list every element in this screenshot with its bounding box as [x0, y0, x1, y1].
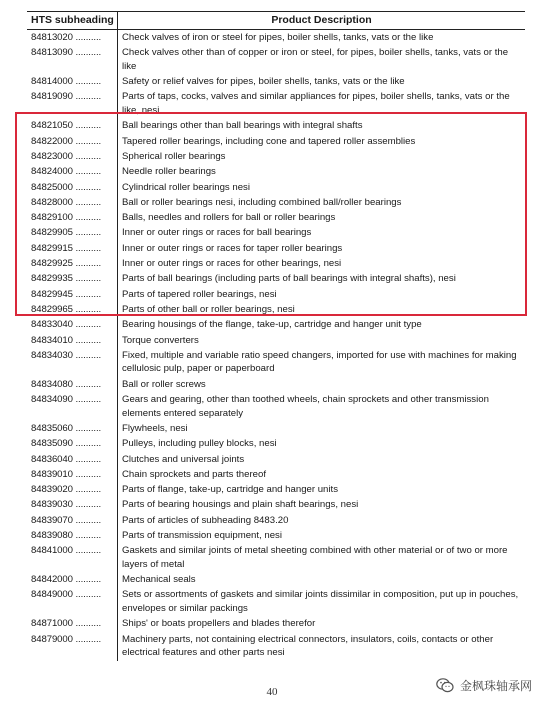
hts-code: 84829915 .......... — [27, 241, 118, 256]
table-row — [27, 134, 525, 149]
hts-code: 84833040 .......... — [27, 317, 118, 332]
product-description: Spherical roller bearings — [122, 150, 226, 162]
hts-code: 84849000 .......... — [27, 587, 118, 616]
hts-code: 84814000 .......... — [27, 74, 118, 89]
product-description: Bearing housings of the flange, take-up, cartridge and hanger unit type — [122, 319, 422, 331]
hts-code: 84839070 .......... — [27, 513, 118, 528]
table-row — [27, 225, 525, 240]
hts-code: 84829945 .......... — [27, 287, 118, 302]
table-row — [27, 89, 525, 118]
table-row — [27, 572, 525, 587]
hts-code: 84829100 .......... — [27, 210, 118, 225]
table-row — [27, 452, 525, 467]
hts-code: 84829935 .......... — [27, 271, 118, 286]
product-description: Ball or roller screws — [122, 378, 206, 390]
table-row — [27, 256, 525, 271]
hts-code: 84834080 .......... — [27, 377, 118, 392]
hts-code: 84841000 .......... — [27, 543, 118, 572]
table-row — [27, 195, 525, 210]
hts-code: 84824000 .......... — [27, 164, 118, 179]
table-row — [27, 118, 525, 133]
hts-code: 84879000 .......... — [27, 632, 118, 661]
product-description: Fixed, multiple and variable ratio speed changers, imported for use with machines for making cellulosic pulp, paper or paperboard — [122, 349, 517, 375]
product-description: Ball bearings other than ball bearings with integral shafts — [122, 120, 363, 132]
product-description: Safety or relief valves for pipes, boiler shells, tanks, vats or the like — [122, 76, 405, 88]
hts-code: 84839020 .......... — [27, 482, 118, 497]
product-description: Sets or assortments of gaskets and similar joints dissimilar in composition, put up in pouches, envelopes or similar packings — [122, 589, 519, 615]
table-row — [27, 377, 525, 392]
table-row — [27, 513, 525, 528]
hts-code: 84835060 .......... — [27, 421, 118, 436]
table-row — [27, 436, 525, 451]
product-description: Pulleys, including pulley blocks, nesi — [122, 438, 277, 450]
product-description: Check valves of iron or steel for pipes, boiler shells, tanks, vats or the like — [122, 32, 434, 43]
product-description: Balls, needles and rollers for ball or roller bearings — [122, 212, 336, 224]
table-row — [27, 317, 525, 332]
table-row — [27, 587, 525, 616]
hts-code: 84821050 .......... — [27, 118, 118, 133]
hts-code: 84829925 .......... — [27, 256, 118, 271]
product-description: Inner or outer rings or races for other bearings, nesi — [122, 258, 342, 270]
header-hts-subheading: HTS subheading — [27, 12, 118, 29]
table-row — [27, 467, 525, 482]
product-description: Ball or roller bearings nesi, including combined ball/roller bearings — [122, 196, 402, 208]
table-row — [27, 271, 525, 286]
product-description: Inner or outer rings or races for taper roller bearings — [122, 242, 343, 254]
table-row — [27, 74, 525, 89]
product-description: Parts of transmission equipment, nesi — [122, 529, 282, 541]
product-description: Clutches and universal joints — [122, 453, 245, 465]
product-description: Gaskets and similar joints of metal sheeting combined with other material or of two or more layers of metal — [122, 545, 508, 570]
product-description: Inner or outer rings or races for ball bearings — [122, 227, 312, 239]
product-description: Chain sprockets and parts thereof — [122, 468, 266, 480]
watermark — [436, 677, 532, 694]
table-row — [27, 543, 525, 572]
product-description: Torque converters — [122, 334, 199, 346]
watermark-text: 金枫珠轴承网 — [459, 679, 532, 693]
header-product-description: Product Description — [271, 14, 372, 26]
hts-code: 84835090 .......... — [27, 436, 118, 451]
wechat-icon — [436, 678, 454, 693]
hts-code: 84825000 .......... — [27, 180, 118, 195]
table-header — [27, 11, 525, 30]
table-row — [27, 164, 525, 179]
table-row — [27, 241, 525, 256]
hts-code: 84839080 .......... — [27, 528, 118, 543]
hts-table — [27, 11, 525, 661]
table-row — [27, 497, 525, 512]
product-description: Ships' or boats propellers and blades therefor — [122, 618, 316, 630]
product-description: Parts of flange, take-up, cartridge and hanger units — [122, 484, 338, 496]
table-row — [27, 30, 525, 45]
table-row — [27, 210, 525, 225]
table-row — [27, 287, 525, 302]
hts-code: 84819090 .......... — [27, 89, 118, 118]
product-description: Needle roller bearings — [122, 166, 216, 178]
table-row — [27, 482, 525, 497]
product-description: Gears and gearing, other than toothed wheels, chain sprockets and other transmission elements entered separately — [122, 394, 489, 419]
hts-code: 84834030 .......... — [27, 348, 118, 377]
product-description: Machinery parts, not containing electrical connectors, insulators, coils, contacts or other electrical features and other parts nesi — [122, 633, 494, 659]
product-description: Parts of taps, cocks, valves and similar appliances for pipes, boiler shells, tanks, vats or the like, nesi — [122, 91, 510, 117]
hts-code: 84813090 .......... — [27, 45, 118, 74]
table-row — [27, 45, 525, 74]
hts-code: 84822000 .......... — [27, 134, 118, 149]
table-body — [27, 30, 525, 661]
product-description: Mechanical seals — [122, 574, 196, 586]
hts-code: 84828000 .......... — [27, 195, 118, 210]
table-row — [27, 421, 525, 436]
hts-code: 84836040 .......... — [27, 452, 118, 467]
hts-code: 84834090 .......... — [27, 392, 118, 421]
table-row — [27, 348, 525, 377]
hts-code: 84823000 .......... — [27, 149, 118, 164]
table-row — [27, 180, 525, 195]
product-description: Parts of bearing housings and plain shaft bearings, nesi — [122, 499, 359, 511]
hts-code: 84829965 .......... — [27, 302, 118, 317]
table-row — [27, 616, 525, 631]
product-description: Parts of articles of subheading 8483.20 — [122, 514, 289, 526]
table-row — [27, 149, 525, 164]
product-description: Parts of ball bearings (including parts of ball bearings with integral shafts), nesi — [122, 273, 456, 285]
page-number: 40 — [266, 686, 278, 698]
table-row — [27, 632, 525, 661]
product-description: Tapered roller bearings, including cone and tapered roller assemblies — [122, 135, 416, 147]
product-description: Flywheels, nesi — [122, 422, 188, 434]
hts-code: 84813020 .......... — [27, 30, 118, 45]
hts-code: 84842000 .......... — [27, 572, 118, 587]
hts-code: 84839030 .......... — [27, 497, 118, 512]
table-row — [27, 528, 525, 543]
hts-code: 84839010 .......... — [27, 467, 118, 482]
product-description: Parts of tapered roller bearings, nesi — [122, 288, 277, 300]
table-row — [27, 302, 525, 317]
product-description: Parts of other ball or roller bearings, nesi — [122, 303, 295, 315]
hts-code: 84829905 .......... — [27, 225, 118, 240]
hts-code: 84834010 .......... — [27, 333, 118, 348]
table-row — [27, 333, 525, 348]
table-row — [27, 392, 525, 421]
hts-code: 84871000 .......... — [27, 616, 118, 631]
product-description: Cylindrical roller bearings nesi — [122, 181, 250, 193]
product-description: Check valves other than of copper or iron or steel, for pipes, boiler shells, tanks, vats or the like — [122, 47, 509, 72]
